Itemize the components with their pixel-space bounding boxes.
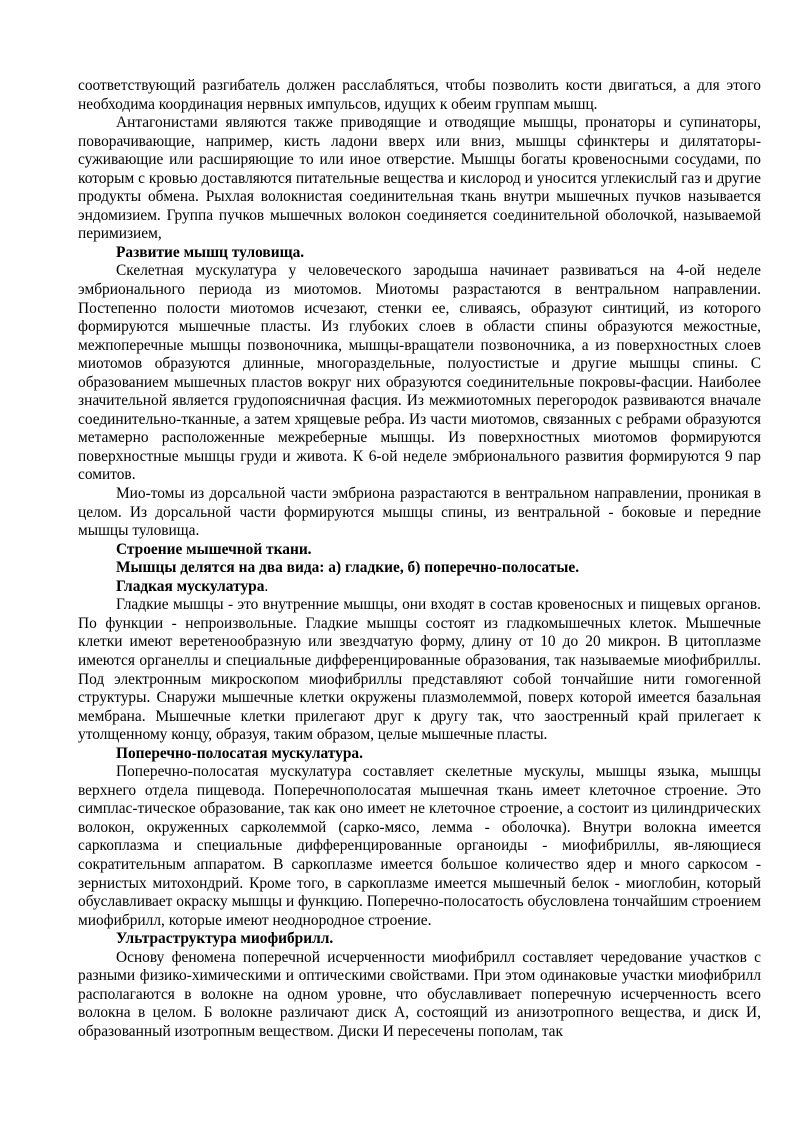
heading-striated-musculature: Поперечно-полосатая мускулатура. xyxy=(116,744,363,762)
heading-smooth-musculature-text: Гладкая мускулатура xyxy=(116,577,265,595)
paragraph-myotomes: Мио-томы из дорсальной части эмбриона разрастаются в вентральном направлении, проникая в целом. Из дорсальной части формируются мышцы спины, из вентральной - боковые и передние мышцы туловища. xyxy=(78,485,761,540)
paragraph-myofibril-striation: Основу феномена поперечной исчерченности миофибрилл составляет чередование участков с разными физико-химическими и оптическими свойствами. При этом одинаковые участки миофибрилл располагаются в волокне на одном уровне, что обуславливает поперечную исчерченность всего волокна в целом. Б волокне различают диск А, состоящий из анизотропного вещества, и диск И, образованный изотропным веществом. Диски И пересечены пополам, так xyxy=(78,948,761,1040)
paragraph-skeletal-musculature: Скелетная мускулатура у человеческого зародыша начинает развиваться на 4-ой неделе эмбрионального периода из миотомов. Миотомы разрастаются в вентральном направлении. Постепенно полости миотомов исчезают, стенки ее, сливаясь, образуют синтиций, из которого формируются мышечные пласты. Из глубоких слоев в области спины образуются межостные, межпоперечные мышцы позвоночника, мышцы-вращатели позвоночника, а из поверхностных слоев миотомов образуются длинные, многораздельные, полуостистые и другие мышцы спины. С образованием мышечных пластов вокруг них образуются соединительные покровы-фасции. Наиболее значительной является грудопоясничная фасция. Из межмиотомных перегородок развиваются вначале соединительно-тканные, а затем хрящевые ребра. Из части миотомов, связанных с ребрами образуются метамерно расположенные межреберные мышцы. Из поверхностных миотомов формируются поверхностные мышцы груди и живота. К 6-ой неделе эмбрионального развития формируются 9 пар сомитов. xyxy=(78,262,761,484)
heading-trunk-muscle-development: Развитие мышц туловища. xyxy=(116,243,305,261)
heading-smooth-musculature: Гладкая мускулатура. xyxy=(116,577,269,595)
paragraph-smooth-muscles: Гладкие мышцы - это внутренние мышцы, они входят в состав кровеносных и пищевых органов. По функции - непроизвольные. Гладкие мышцы состоят из гладкомышечных клеток. Мышечные клетки имеют веретенообразную или звездчатую форму, длину от 10 до 20 микрон. В цитоплазме имеются органеллы и специальные дифференцированные образования, так называемые миофибриллы. Под электронным микроскопом миофибриллы представляют собой тончайшие нити гомогенной структуры. Снаружи мышечные клетки окружены плазмолеммой, поверх которой имеется базальная мембрана. Мышечные клетки прилегают друг к другу так, что заостренный край прилегает к утолщенному концу, образуя, таким образом, целые мышечные пласты. xyxy=(78,596,761,744)
paragraph-striated-muscles: Поперечно-полосатая мускулатура составляет скелетные мускулы, мышцы языка, мышцы верхнего отдела пищевода. Поперечнополосатая мышечная ткань имеет клеточное строение. Это симплас-тическое образование, так как оно имеет не клеточное строение, а состоит из цилиндрических волокон, окруженных сарколеммой (сарко-мясо, лемма - оболочка). Внутри волокна имеется саркоплазма и специальные дифференцированные органоиды - миофибриллы, яв-ляющиеся сократительным аппаратом. В саркоплазме имеется большое количество ядер и много саркосом - зернистых митохондрий. Кроме того, в саркоплазме имеется мышечный белок - миоглобин, который обуславливает окраску мышцы и функцию. Поперечно-полосатость обусловлена тончайшим строением миофибрилл, которые имеют неоднородное строение. xyxy=(78,763,761,929)
paragraph-antagonists: Антагонистами являются также приводящие и отводящие мышцы, пронаторы и супинаторы, поворачивающие, например, кисть ладони вверх или вниз, мышцы сфинктеры и дилятаторы-суживающие или расширяющие то или иное отверстие. Мышцы богаты кровеносными сосудами, по которым с кровью доставляются питательные вещества и кислород и уносится углекислый газ и другие продукты обмена. Рыхлая волокнистая соединительная ткань внутри мышечных пучков называется эндомизием. Группа пучков мышечных волокон соединяется соединительной оболочкой, называемой перимизием, xyxy=(78,114,761,243)
heading-myofibril-ultrastructure: Ультраструктура миофибрилл. xyxy=(116,930,334,948)
paragraph-continuation: соответствующий разгибатель должен расслабляться, чтобы позволить кости двигаться, а для этого необходима координация нервных импульсов, идущих к обеим группам мышц. xyxy=(78,77,761,113)
heading-muscle-types: Мышцы делятся на два вида: а) гладкие, б) поперечно-полосатые. xyxy=(116,559,580,577)
heading-muscle-tissue-structure: Строение мышечной ткани. xyxy=(116,540,312,558)
